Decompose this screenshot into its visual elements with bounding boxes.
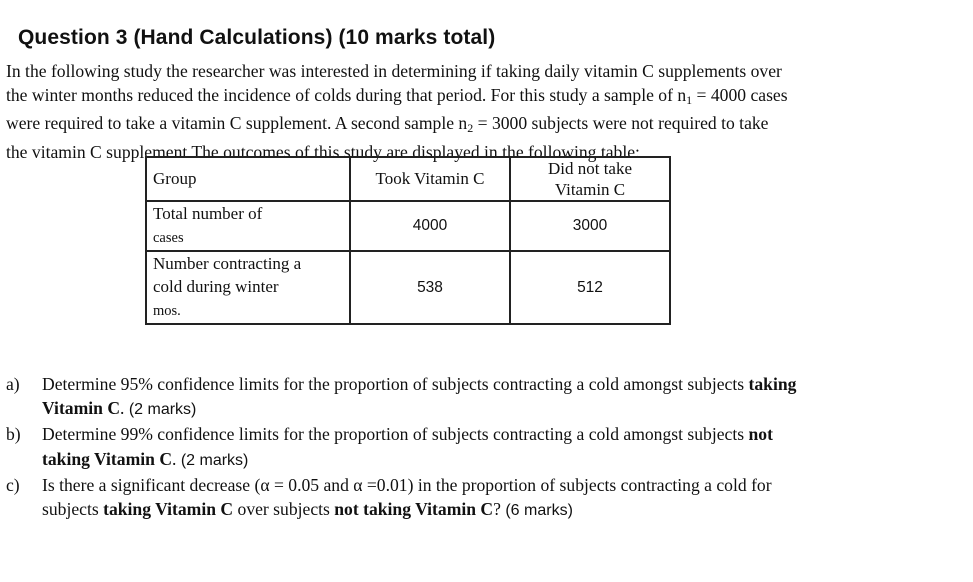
question-marks: (2 marks) <box>128 401 197 419</box>
intro-line <box>6 84 956 113</box>
question-letter: c) <box>6 474 20 495</box>
row-label-line: cases <box>153 230 184 246</box>
question-bold: Vitamin C <box>42 398 121 419</box>
question-title: Question 3 (Hand Calculations) (10 marks total) <box>18 26 496 49</box>
cell-cold-not-took: 512 <box>510 251 670 324</box>
question-marks: (6 marks) <box>505 502 573 520</box>
row-label-line: Number contracting a <box>153 254 302 273</box>
question-bold: not taking Vitamin C <box>334 499 494 520</box>
table-row <box>146 201 670 251</box>
row-label-cold <box>146 251 350 324</box>
cell-total-not-took: 3000 <box>510 201 670 251</box>
intro-line: In the following study the researcher was interested in determining if taking daily vitamin C supplements over <box>6 61 782 81</box>
header-group: Group <box>146 157 350 201</box>
question-bold: not <box>748 424 773 445</box>
intro-text: were required to take a vitamin C supplement. A second sample n <box>6 113 468 134</box>
question-c <box>6 473 961 523</box>
cell-total-took: 4000 <box>350 201 510 251</box>
question-bold: taking <box>748 374 797 394</box>
question-text: ? <box>493 499 506 520</box>
question-bold: taking Vitamin C <box>103 499 234 520</box>
row-label-line: cold during winter <box>153 277 279 296</box>
table-header-row <box>146 157 670 201</box>
row-label-total <box>146 201 350 251</box>
intro-line <box>6 112 956 141</box>
intro-text: the winter months reduced the incidence of colds during that period. For this study a sample of n <box>6 84 687 105</box>
question-b <box>6 422 961 472</box>
intro-text: = 4000 cases <box>692 84 788 105</box>
question-text: Determine 95% confidence limits for the proportion of subjects contracting a cold amongst subjects <box>42 374 749 394</box>
question-text: subjects <box>42 499 104 520</box>
question-text: . <box>172 448 181 469</box>
header-did-not-take <box>510 157 670 201</box>
question-text: Is there a significant decrease (α = 0.05 and α =0.01) in the proportion of subjects contracting a cold for <box>42 474 772 495</box>
intro-paragraph <box>6 60 956 164</box>
question-letter: b) <box>6 424 21 445</box>
row-label-line: Total number of <box>153 204 263 223</box>
row-label-line: mos. <box>153 303 181 319</box>
question-a <box>6 372 961 422</box>
outcomes-table <box>145 156 671 325</box>
question-bold: taking Vitamin C <box>42 448 173 469</box>
question-list <box>6 372 961 523</box>
question-letter: a) <box>6 374 20 394</box>
header-line: Did not take <box>547 159 633 178</box>
intro-line: the vitamin C supplement The outcomes of this study are displayed in the following table: <box>6 141 640 162</box>
header-took-vitamin-c: Took Vitamin C <box>350 157 510 201</box>
subscript: 2 <box>467 121 474 136</box>
question-text: . <box>120 398 129 419</box>
question-text: Determine 99% confidence limits for the proportion of subjects contracting a cold amongst subjects <box>42 424 749 445</box>
table-row <box>146 251 670 324</box>
subscript: 1 <box>686 92 693 107</box>
cell-cold-took: 538 <box>350 251 510 324</box>
intro-text: = 3000 subjects were not required to take <box>473 113 769 134</box>
question-text: over subjects <box>233 499 335 520</box>
header-line: Vitamin C <box>554 180 626 199</box>
question-marks: (2 marks) <box>180 451 249 469</box>
